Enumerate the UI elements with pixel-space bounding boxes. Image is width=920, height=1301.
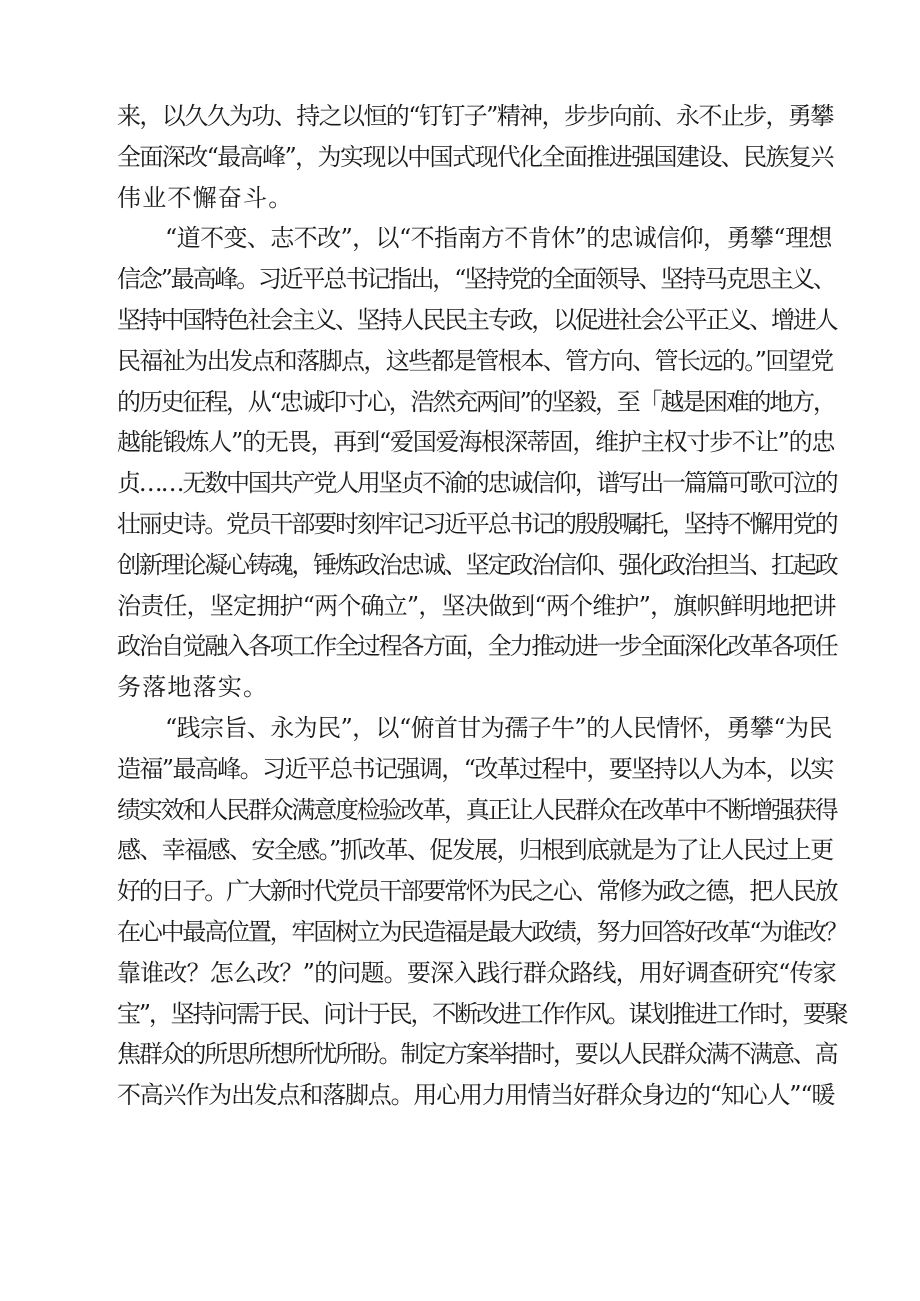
text-line: 伟业不懈奋斗。	[117, 183, 294, 212]
text-line: 创新理论凝心铸魂，锤炼政治忠诚、坚定政治信仰、强化政治担当、扛起政	[117, 550, 837, 579]
text-line: 焦群众的所思所想所忧所盼。制定方案举措时，要以人民群众满不满意、高	[117, 1040, 837, 1069]
text-line: 信念”最高峰。习近平总书记指出，“坚持党的全面领导、坚持马克思主义、	[117, 265, 835, 294]
text-line: “道不变、志不改”，以“不指南方不肯休”的忠诚信仰，勇攀“理想	[165, 224, 832, 253]
paragraph-people-welfare	[117, 708, 847, 1116]
text-line: 造福”最高峰。习近平总书记强调，“改革过程中，要坚持以人为本，以实	[117, 754, 833, 783]
text-line: 在心中最高位置，牢固树立为民造福是最大政绩，努力回答好改革“为谁改？	[117, 917, 847, 946]
text-line: 全面深改“最高峰”，为实现以中国式现代化全面推进强国建设、民族复兴	[117, 142, 833, 171]
text-line: 靠谁改？怎么改？”的问题。要深入践行群众路线，用好调查研究“传家	[117, 958, 836, 987]
text-line: 不高兴作为出发点和落脚点。用心用力用情当好群众身边的“知心人”“暖	[117, 1081, 835, 1110]
text-line: 的历史征程，从“忠诚印寸心，浩然充两间”的坚毅，至「越是困难的地方，	[117, 387, 835, 416]
text-line: 好的日子。广大新时代党员干部要常怀为民之心、常修为政之德，把人民放	[117, 877, 837, 906]
text-line: 来，以久久为功、持之以恒的“钉钉子”精神，步步向前、永不止步，勇攀	[117, 102, 833, 130]
text-line: 壮丽史诗。党员干部要时刻牢记习近平总书记的殷殷嘱托，坚持不懈用党的	[117, 509, 837, 538]
text-line: 政治自觉融入各项工作全过程各方面，全力推动进一步全面深化改革各项任	[117, 632, 837, 661]
paragraph-ideal-belief	[117, 218, 837, 708]
text-line: 民福祉为出发点和落脚点，这些都是管根本、管方向、管长远的。”回望党	[117, 346, 833, 375]
text-line: 越能锻炼人”的无畏，再到“爱国爱海根深蒂固，维护主权寸步不让”的忠	[117, 428, 835, 457]
text-line: “践宗旨、永为民”，以“俯首甘为孺子牛”的人民情怀，勇攀“为民	[165, 713, 832, 742]
text-line: 绩实效和人民群众满意度检验改革，真正让人民群众在改革中不断增强获得	[117, 795, 837, 824]
text-line: 感、幸福感、安全感。”抓改革、促发展，归根到底就是为了让人民过上更	[117, 836, 833, 865]
text-line: 宝”，坚持问需于民、问计于民，不断改进工作作风。谋划推进工作时，要聚	[117, 999, 847, 1028]
paragraph-intro-continuation	[117, 96, 837, 218]
text-line: 务落地落实。	[117, 673, 269, 702]
text-line: 贞……无数中国共产党人用坚贞不渝的忠诚信仰，谱写出一篇篇可歌可泣的	[117, 469, 837, 498]
text-line: 坚持中国特色社会主义、坚持人民民主专政，以促进社会公平正义、增进人	[117, 305, 837, 334]
text-line: 治责任，坚定拥护“两个确立”，坚决做到“两个维护”，旗帜鲜明地把讲	[117, 591, 836, 620]
document-body	[117, 96, 847, 1116]
